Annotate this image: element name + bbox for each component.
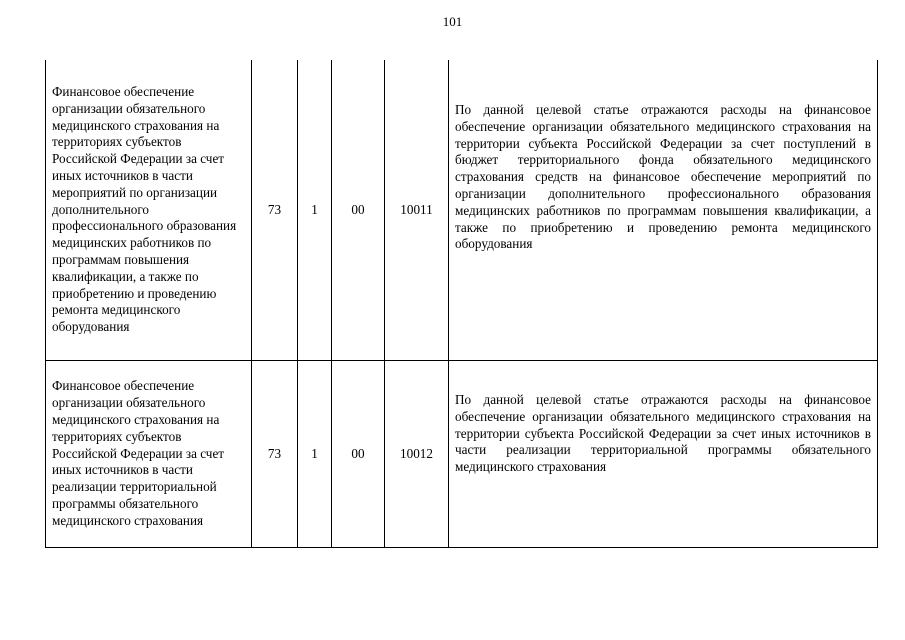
page-number: 101 <box>442 14 463 29</box>
program-code: 73 <box>252 60 298 361</box>
subprogram-code: 1 <box>298 361 332 548</box>
direction-code: 10011 <box>385 60 449 361</box>
target-item-description: По данной целевой статье отражаются расходы на финансовое обеспечение организации обязательного медицинского страхования на территории субъекта Российской Федерации за счет поступлений в бюджет территориального фонда обязательного медицинского страхования средств на финансовое обеспечение мероприятий по организации дополнительного профессионального образования медицинских работников по программам повышения квалификации, а также по приобретению и проведению ремонта медицинского оборудования <box>449 60 878 361</box>
budget-classification-table <box>45 60 878 548</box>
target-item-name: Финансовое обеспечение организации обязательного медицинского страхования на территориях субъектов Российской Федерации за счет иных источников в части мероприятий по организации дополнительного профессионального образования медицинских работников по программам повышения квалификации, а также по приобретению и проведению ремонта медицинского оборудования <box>46 60 252 361</box>
table-row <box>46 60 878 361</box>
subprogram-code: 1 <box>298 60 332 361</box>
program-code: 73 <box>252 361 298 548</box>
main-activity-code: 00 <box>332 60 385 361</box>
target-item-description: По данной целевой статье отражаются расходы на финансовое обеспечение организации обязательного медицинского страхования на территории субъекта Российской Федерации за счет иных источников в части реализации территориальной программы обязательного медицинского страхования <box>449 361 878 548</box>
target-item-name: Финансовое обеспечение организации обязательного медицинского страхования на территориях субъектов Российской Федерации за счет иных источников в части реализации территориальной программы обязательного медицинского страхования <box>46 361 252 548</box>
table-row <box>46 361 878 548</box>
direction-code: 10012 <box>385 361 449 548</box>
main-activity-code: 00 <box>332 361 385 548</box>
